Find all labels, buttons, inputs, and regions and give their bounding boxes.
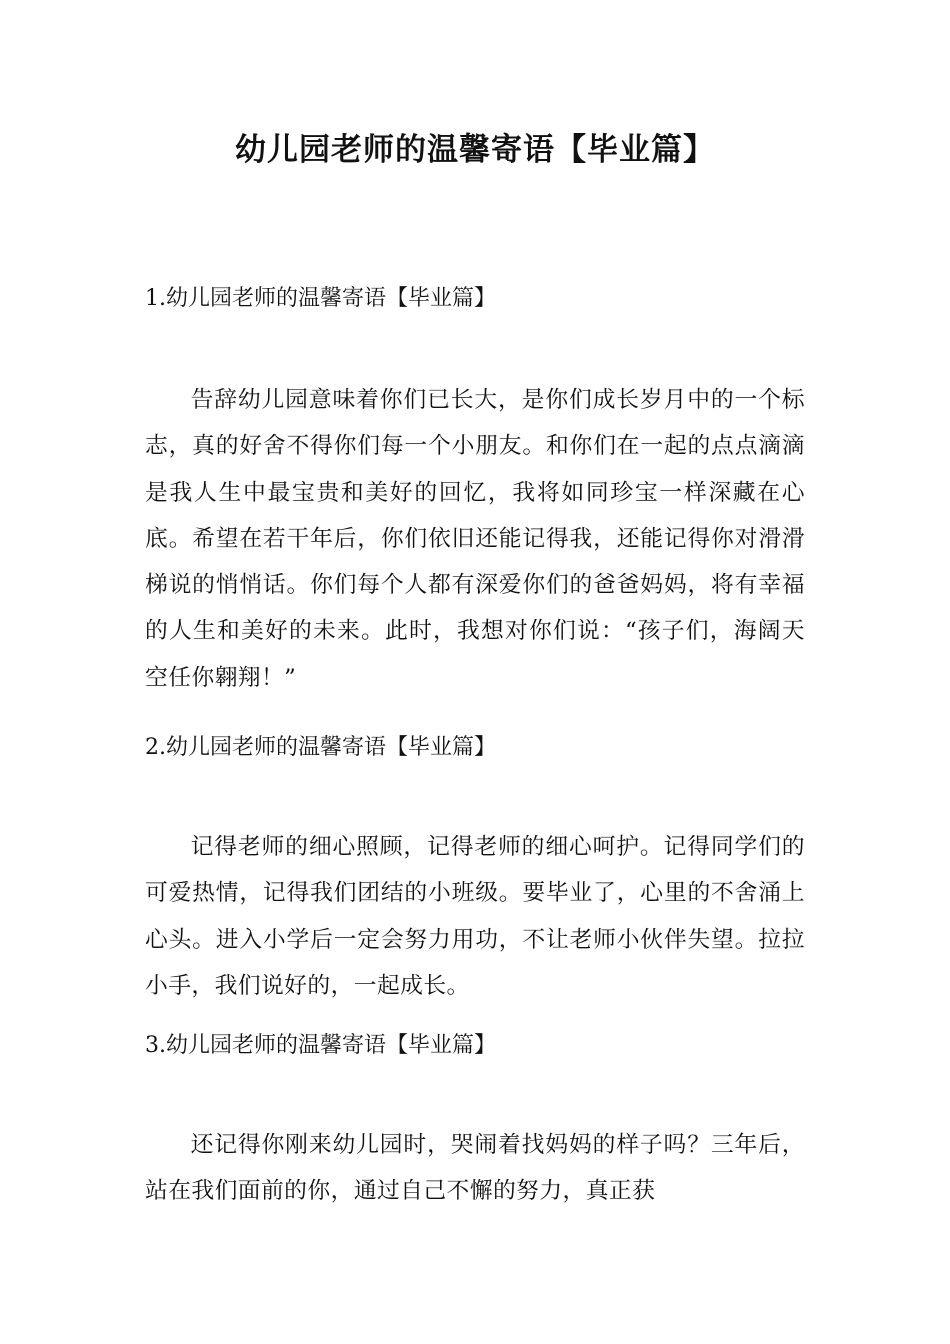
section-body-1: 告辞幼儿园意味着你们已长大，是你们成长岁月中的一个标志，真的好舍不得你们每一个小朋友。和你们在一起的点点滴滴是我人生中最宝贵和美好的回忆，我将如同珍宝一样深藏在心底。希望在若干年后，你们依旧还能记得我，还能记得你对滑滑梯说的悄悄话。你们每个人都有深爱你们的爸爸妈妈，将有幸福的人生和美好的未来。此时，我想对你们说：“孩子们，海阔天空任你翱翔！” bbox=[145, 387, 805, 691]
document-title: 幼儿园老师的温馨寄语【毕业篇】 bbox=[235, 132, 715, 168]
section-heading-3: 3.幼儿园老师的温馨寄语【毕业篇】 bbox=[145, 1033, 496, 1058]
section-heading-2: 2.幼儿园老师的温馨寄语【毕业篇】 bbox=[145, 735, 496, 760]
section-body-3: 还记得你刚来幼儿园时，哭闹着找妈妈的样子吗？三年后，站在我们面前的你，通过自己不懈的努力，真正获 bbox=[145, 1132, 805, 1205]
section-body-2: 记得老师的细心照顾，记得老师的细心呵护。记得同学们的可爱热情，记得我们团结的小班级。要毕业了，心里的不舍涌上心头。进入小学后一定会努力用功，不让老师小伙伴失望。拉拉小手，我们说好的，一起成长。 bbox=[145, 834, 805, 999]
section-heading-1: 1.幼儿园老师的温馨寄语【毕业篇】 bbox=[145, 286, 496, 311]
